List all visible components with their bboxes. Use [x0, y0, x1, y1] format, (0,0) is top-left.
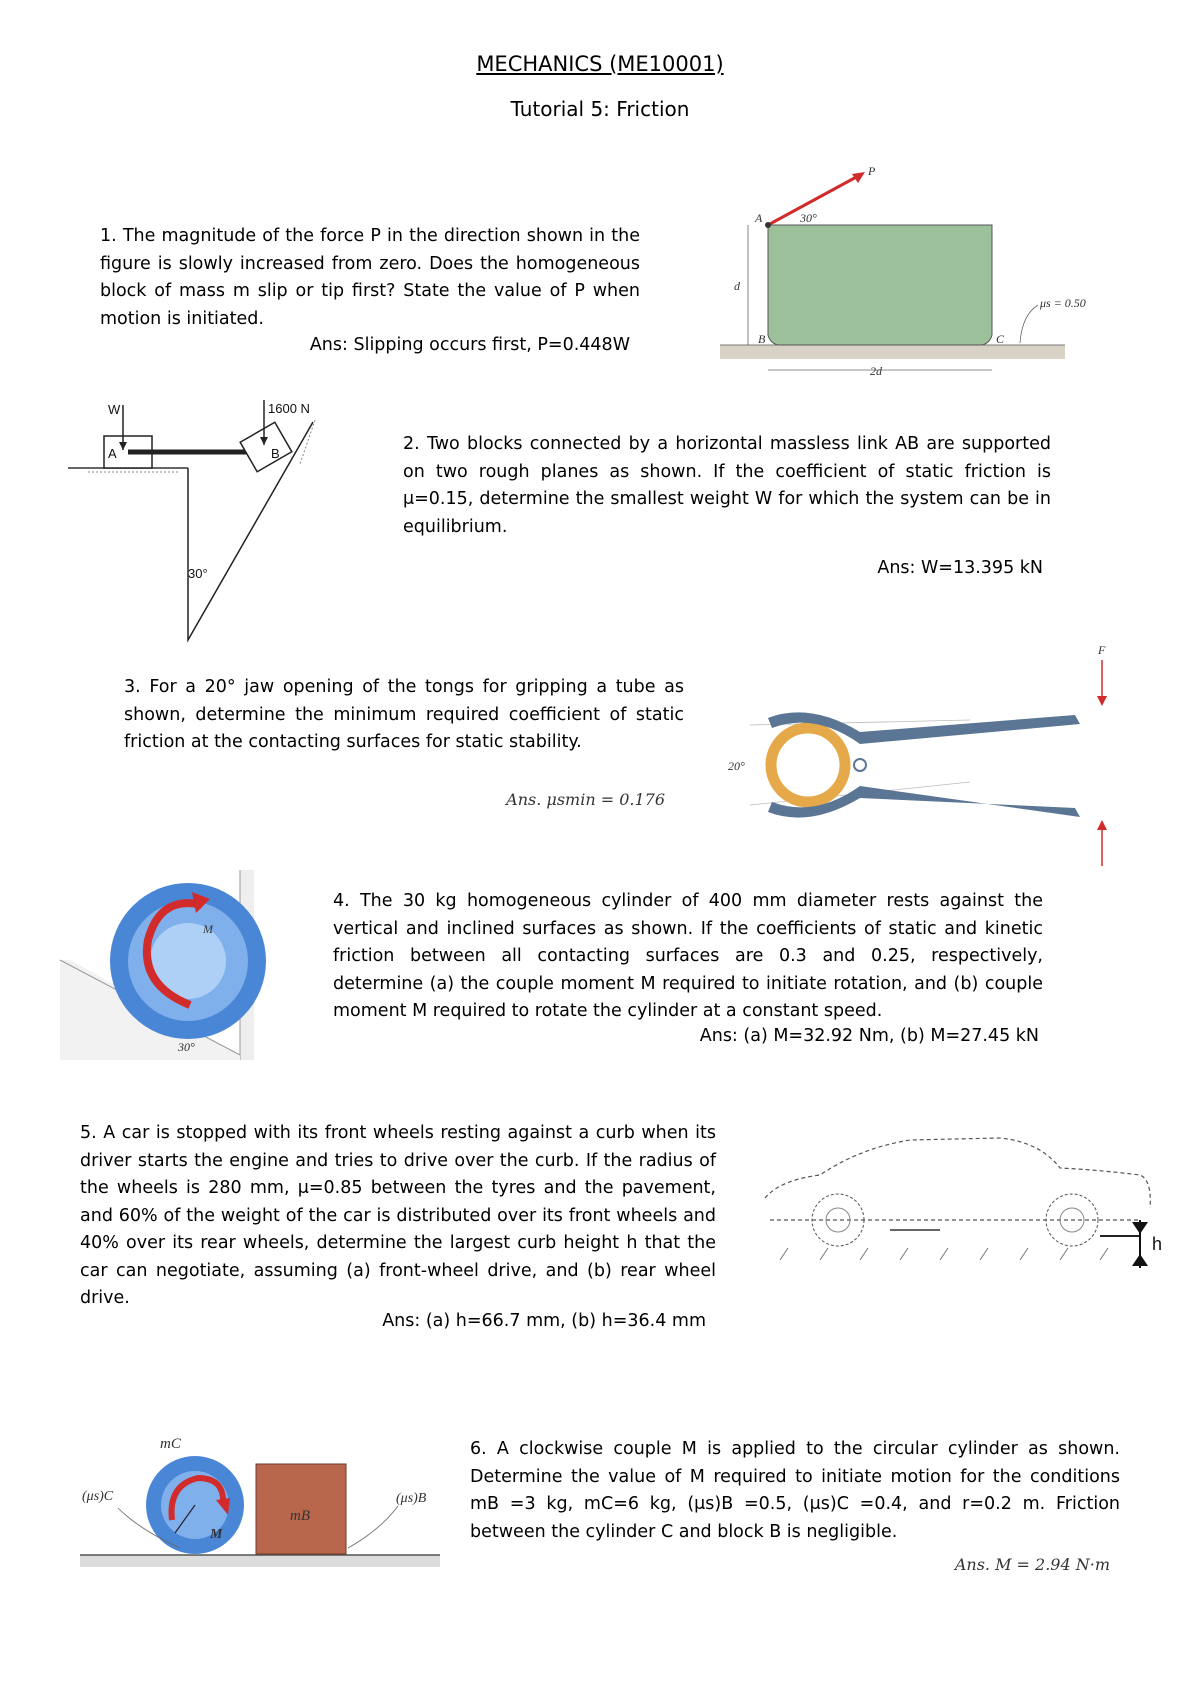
problem-5-answer: Ans: (a) h=66.7 mm, (b) h=36.4 mm: [382, 1311, 706, 1331]
load-label: 1600 N: [268, 401, 310, 416]
weight-w-label: W: [108, 402, 121, 417]
problem-2-answer: Ans: W=13.395 kN: [877, 558, 1043, 578]
tube: [771, 728, 845, 802]
force-p-label: P: [868, 164, 876, 178]
problem-4-answer: Ans: (a) M=32.92 Nm, (b) M=27.45 kN: [699, 1026, 1039, 1046]
problem-3-answer: Ans. μsmin = 0.176: [506, 790, 665, 809]
problem-1-figure: [720, 164, 1086, 395]
moment-m-label-6: M: [210, 1527, 223, 1542]
problem-6-answer: Ans. M = 2.94 N·m: [954, 1555, 1110, 1574]
problem-1-text: 1. The magnitude of the force P in the direction shown in the figure is slowly increased from zero. Does the homogeneous block of mass m slip or tip first? State the value of P when motion is initiated.: [100, 226, 640, 329]
problem-5-text: 5. A car is stopped with its front wheels resting against a curb when its driver starts the engine and tries to drive over the curb. If the radius of the wheels is 280 mm, μ=0.85 between the tyres and the pavement, and 60% of the weight of the car is distributed over its front wheels and 40% over its rear wheels, determine the largest curb height h that the car can negotiate, assuming (a) front-wheel drive, and (b) rear wheel drive.: [80, 1123, 716, 1308]
problem-3-text: 3. For a 20° jaw opening of the tongs for gripping a tube as shown, determine the minimum required coefficient of static friction at the contacting surfaces for static stability.: [124, 677, 684, 752]
jaw-angle-label: 20°: [728, 759, 745, 773]
width-2d-label: 2d: [870, 364, 882, 378]
tutorial-title: Tutorial 5: Friction: [510, 97, 690, 121]
problem-4-figure: [60, 865, 280, 1065]
mass-b-label: mB: [290, 1508, 310, 1524]
angle-label: 30°: [800, 211, 817, 225]
block-b: [240, 422, 292, 471]
problem-3-figure: [720, 640, 1140, 870]
incline-angle-label: 30°: [188, 566, 208, 581]
incline-angle-label-4: 30°: [178, 1040, 195, 1054]
pivot-pin: [854, 759, 866, 771]
ground: [720, 345, 1065, 359]
problem-4-text: 4. The 30 kg homogeneous cylinder of 400 mm diameter rests against the vertical and inclined surfaces as shown. If the coefficients of static and kinetic friction between all contacting surfaces are 0.3 and 0.25, respectively, determine (a) the couple moment M required to initiate rotation, and (b) couple moment M required to rotate the cylinder at a constant speed.: [333, 891, 1043, 1021]
curb-height-h-label: h: [1152, 1234, 1163, 1254]
problem-2-text: 2. Two blocks connected by a horizontal massless link AB are supported on two rough planes as shown. If the coefficient of static friction is μ=0.15, determine the smallest weight W for which the system can be in equilibrium.: [403, 434, 1051, 537]
point-a-label: A: [755, 211, 763, 225]
force-f-top-label: F: [1098, 643, 1106, 657]
homogeneous-block: [768, 225, 992, 345]
mass-c-label: mC: [160, 1436, 181, 1452]
point-b-label-2: B: [271, 446, 280, 461]
problem-6-figure: [80, 1420, 450, 1585]
height-d-label: d: [734, 279, 740, 293]
moment-m-label: M: [203, 922, 213, 936]
point-b-label: B: [758, 332, 766, 346]
mu-s-label: μs = 0.50: [1040, 296, 1086, 310]
course-title: MECHANICS (ME10001): [476, 52, 724, 76]
point-c-label: C: [996, 332, 1005, 346]
problem-2-figure: [68, 400, 348, 660]
mu-c-label: (μs)C: [82, 1489, 114, 1504]
problem-6-text: 6. A clockwise couple M is applied to the circular cylinder as shown. Determine the value of M required to initiate motion for the conditions mB =3 kg, mC=6 kg, (μs)B =0.5, (μs)C =0.4, and r=0.2 m. Friction between the cylinder C and block B is negligible.: [470, 1439, 1120, 1542]
problem-5-figure: [760, 1120, 1180, 1280]
problem-1-answer: Ans: Slipping occurs first, P=0.448W: [309, 335, 630, 355]
mu-b-label: (μs)B: [396, 1491, 427, 1506]
car-body-outline: [765, 1138, 1150, 1208]
point-a-label-2: A: [108, 446, 117, 461]
